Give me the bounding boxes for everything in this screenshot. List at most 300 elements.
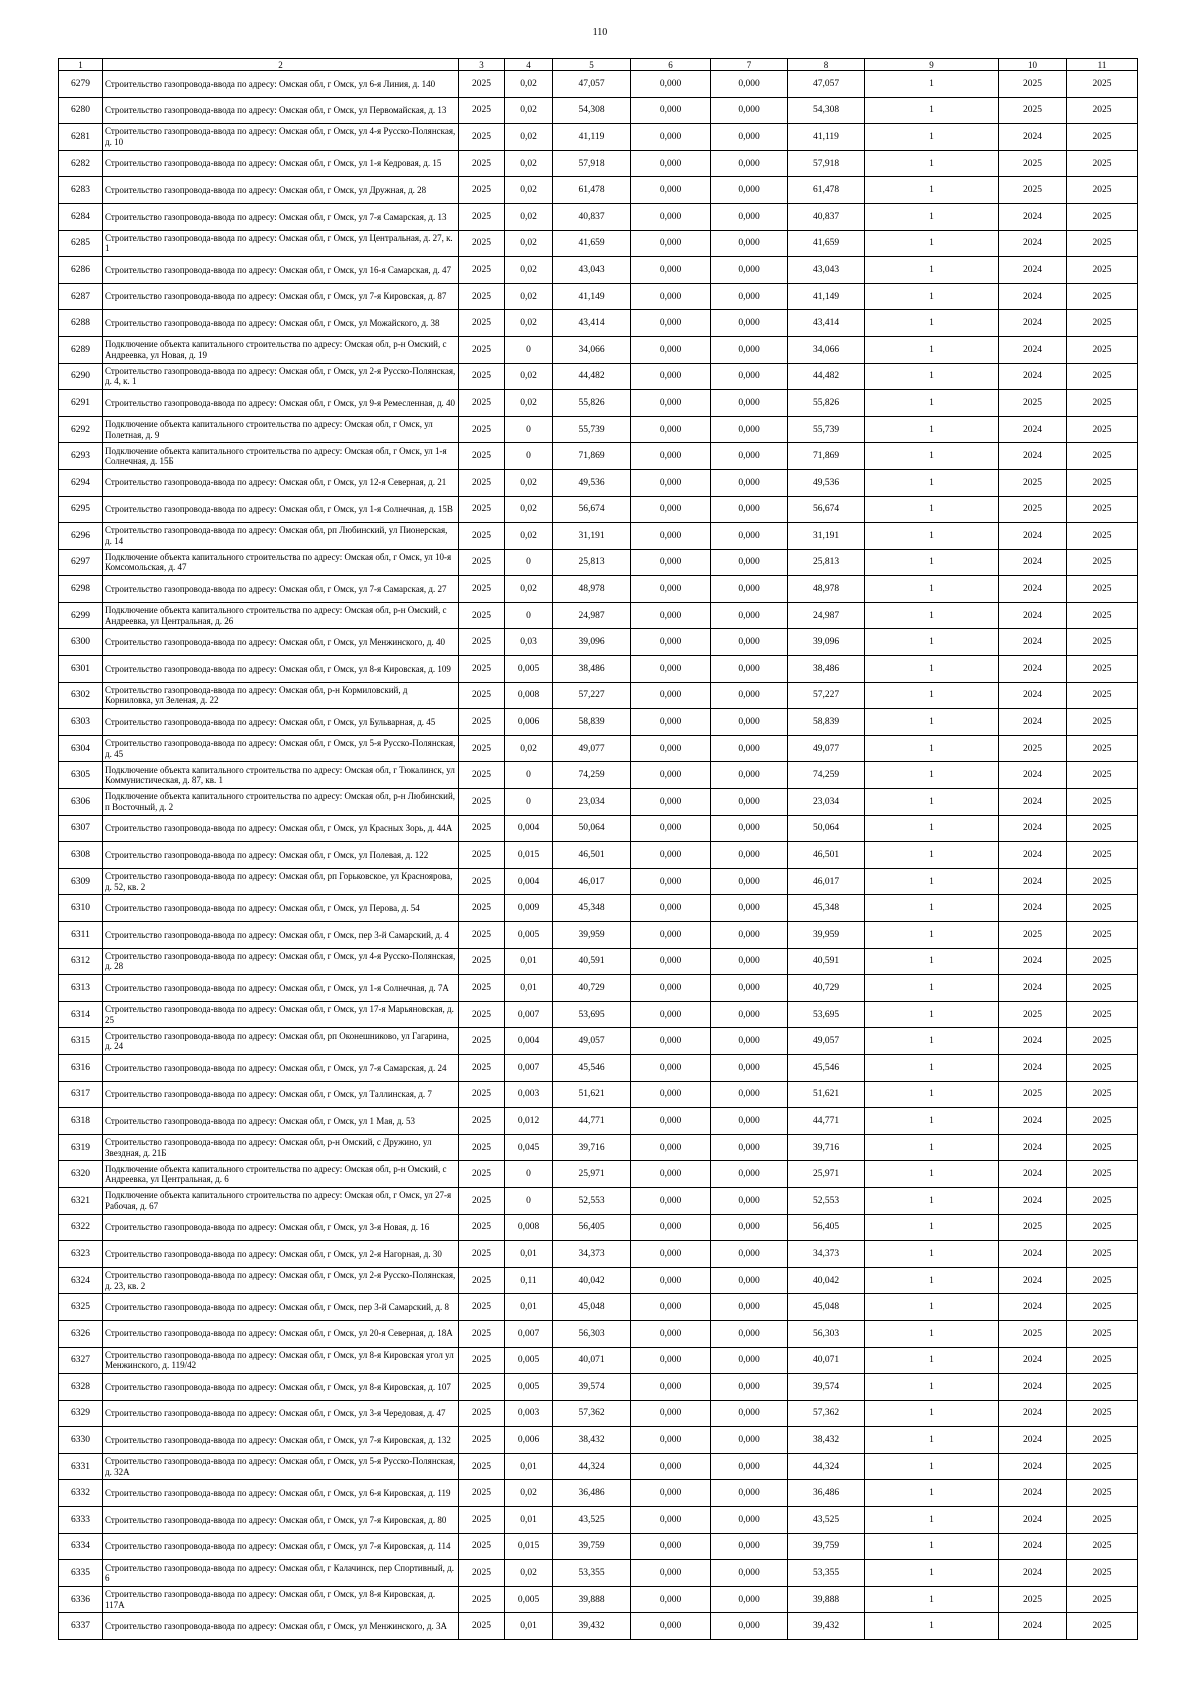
cell-cost-col8: 57,362 [788, 1400, 865, 1427]
cell-cost-col8: 41,149 [788, 283, 865, 310]
cell-cost-col7: 0,000 [711, 1613, 788, 1640]
cell-year-start: 2025 [459, 842, 505, 869]
table-row [59, 230, 1138, 257]
cell-cost-col6: 0,000 [631, 549, 711, 576]
cell-cost-col7: 0,000 [711, 789, 788, 816]
cell-year-col10: 2025 [999, 922, 1067, 949]
cell-count: 1 [865, 1134, 999, 1161]
cell-length-km: 0,012 [505, 1108, 553, 1135]
cell-count: 1 [865, 789, 999, 816]
cell-cost-col8: 57,918 [788, 150, 865, 177]
column-header-11: 11 [1067, 59, 1138, 71]
cell-year-start: 2025 [459, 1267, 505, 1294]
cell-count: 1 [865, 735, 999, 762]
cell-count: 1 [865, 656, 999, 683]
table-row [59, 762, 1138, 789]
cell-description: Строительство газопровода-ввода по адресу: Омская обл, г Омск, ул Полевая, д. 122 [103, 842, 459, 869]
table-row [59, 1586, 1138, 1613]
cell-length-km: 0 [505, 416, 553, 443]
cell-year-start: 2025 [459, 789, 505, 816]
cell-row-number: 6279 [59, 71, 103, 98]
cell-cost-col8: 23,034 [788, 789, 865, 816]
cell-year-col10: 2024 [999, 576, 1067, 603]
table-row [59, 1187, 1138, 1214]
cell-cost-col6: 0,000 [631, 815, 711, 842]
cell-year-start: 2025 [459, 656, 505, 683]
cell-length-km: 0,015 [505, 842, 553, 869]
table-row [59, 1001, 1138, 1028]
cell-cost-col7: 0,000 [711, 1480, 788, 1507]
table-row [59, 975, 1138, 1002]
table-row [59, 496, 1138, 523]
cell-length-km: 0 [505, 789, 553, 816]
cell-cost-col8: 46,501 [788, 842, 865, 869]
table-row [59, 363, 1138, 390]
cell-length-km: 0,003 [505, 1400, 553, 1427]
cell-row-number: 6307 [59, 815, 103, 842]
cell-year-col11: 2025 [1067, 310, 1138, 337]
cell-year-start: 2025 [459, 124, 505, 151]
cell-year-col11: 2025 [1067, 390, 1138, 417]
cell-year-start: 2025 [459, 310, 505, 337]
cell-year-col10: 2024 [999, 230, 1067, 257]
cell-cost-total: 46,501 [553, 842, 631, 869]
cell-cost-col8: 39,716 [788, 1134, 865, 1161]
cell-year-start: 2025 [459, 762, 505, 789]
cell-row-number: 6321 [59, 1187, 103, 1214]
cell-year-col11: 2025 [1067, 1161, 1138, 1188]
cell-cost-col7: 0,000 [711, 1054, 788, 1081]
cell-year-col10: 2024 [999, 283, 1067, 310]
cell-length-km: 0,02 [505, 257, 553, 284]
cell-cost-col6: 0,000 [631, 1054, 711, 1081]
cell-cost-total: 24,987 [553, 602, 631, 629]
cell-year-start: 2025 [459, 177, 505, 204]
cell-cost-total: 55,826 [553, 390, 631, 417]
cell-cost-total: 49,077 [553, 735, 631, 762]
cell-length-km: 0,02 [505, 1480, 553, 1507]
column-header-1: 1 [59, 59, 103, 71]
cell-cost-col8: 43,414 [788, 310, 865, 337]
cell-cost-col6: 0,000 [631, 1480, 711, 1507]
cell-cost-total: 57,362 [553, 1400, 631, 1427]
cell-row-number: 6326 [59, 1320, 103, 1347]
cell-year-col11: 2025 [1067, 283, 1138, 310]
cell-length-km: 0,01 [505, 1453, 553, 1480]
cell-cost-total: 34,066 [553, 336, 631, 363]
cell-description: Строительство газопровода-ввода по адресу: Омская обл, г Омск, ул 7-я Самарская, д. 24 [103, 1054, 459, 1081]
table-row [59, 1267, 1138, 1294]
cell-cost-col7: 0,000 [711, 523, 788, 550]
table-row [59, 336, 1138, 363]
table-row [59, 1427, 1138, 1454]
cell-year-col11: 2025 [1067, 1028, 1138, 1055]
cell-cost-col6: 0,000 [631, 602, 711, 629]
cell-year-start: 2025 [459, 257, 505, 284]
cell-cost-col8: 39,759 [788, 1533, 865, 1560]
cell-year-start: 2025 [459, 1241, 505, 1268]
cell-cost-col8: 25,813 [788, 549, 865, 576]
cell-cost-total: 56,674 [553, 496, 631, 523]
cell-cost-col6: 0,000 [631, 1400, 711, 1427]
cell-year-col11: 2025 [1067, 1427, 1138, 1454]
cell-year-col10: 2024 [999, 257, 1067, 284]
cell-year-col10: 2024 [999, 975, 1067, 1002]
cell-year-col10: 2024 [999, 1347, 1067, 1374]
cell-length-km: 0,007 [505, 1001, 553, 1028]
cell-count: 1 [865, 257, 999, 284]
cell-cost-total: 45,048 [553, 1294, 631, 1321]
cell-row-number: 6316 [59, 1054, 103, 1081]
cell-row-number: 6283 [59, 177, 103, 204]
cell-cost-col8: 39,888 [788, 1586, 865, 1613]
cell-cost-col8: 39,574 [788, 1374, 865, 1401]
column-header-6: 6 [631, 59, 711, 71]
cell-description: Строительство газопровода-ввода по адресу: Омская обл, г Омск, ул 9-я Ремесленная, д. 40 [103, 390, 459, 417]
cell-cost-col6: 0,000 [631, 1241, 711, 1268]
cell-cost-total: 40,729 [553, 975, 631, 1002]
cell-year-start: 2025 [459, 283, 505, 310]
cell-cost-col8: 45,348 [788, 895, 865, 922]
cell-length-km: 0,005 [505, 656, 553, 683]
cell-year-col11: 2025 [1067, 1081, 1138, 1108]
cell-count: 1 [865, 602, 999, 629]
table-row [59, 1613, 1138, 1640]
cell-row-number: 6282 [59, 150, 103, 177]
cell-count: 1 [865, 1241, 999, 1268]
cell-length-km: 0,007 [505, 1054, 553, 1081]
cell-year-col11: 2025 [1067, 469, 1138, 496]
cell-count: 1 [865, 71, 999, 98]
cell-row-number: 6317 [59, 1081, 103, 1108]
cell-length-km: 0 [505, 1187, 553, 1214]
cell-cost-col6: 0,000 [631, 257, 711, 284]
cell-description: Подключение объекта капитального строительства по адресу: Омская обл, г Омск, ул 27-я Рабочая, д. 67 [103, 1187, 459, 1214]
cell-year-col10: 2024 [999, 1108, 1067, 1135]
cell-year-col10: 2024 [999, 1294, 1067, 1321]
cell-length-km: 0,006 [505, 1427, 553, 1454]
cell-cost-col6: 0,000 [631, 443, 711, 470]
cell-cost-col7: 0,000 [711, 1241, 788, 1268]
cell-cost-col6: 0,000 [631, 1613, 711, 1640]
cell-cost-col8: 46,017 [788, 868, 865, 895]
cell-description: Подключение объекта капитального строительства по адресу: Омская обл, р-н Омский, с Андреевка, ул Центральная, д. 6 [103, 1161, 459, 1188]
cell-year-start: 2025 [459, 895, 505, 922]
cell-count: 1 [865, 1081, 999, 1108]
table-row [59, 1028, 1138, 1055]
cell-year-col10: 2025 [999, 71, 1067, 98]
cell-year-col10: 2025 [999, 735, 1067, 762]
cell-cost-col7: 0,000 [711, 1214, 788, 1241]
cell-year-col11: 2025 [1067, 443, 1138, 470]
cell-cost-total: 38,486 [553, 656, 631, 683]
cell-year-col10: 2024 [999, 310, 1067, 337]
cell-row-number: 6290 [59, 363, 103, 390]
cell-year-col11: 2025 [1067, 1108, 1138, 1135]
cell-cost-col8: 51,621 [788, 1081, 865, 1108]
cell-year-col10: 2024 [999, 1054, 1067, 1081]
column-header-7: 7 [711, 59, 788, 71]
cell-row-number: 6315 [59, 1028, 103, 1055]
cell-row-number: 6288 [59, 310, 103, 337]
cell-cost-col7: 0,000 [711, 97, 788, 124]
cell-description: Строительство газопровода-ввода по адресу: Омская обл, р-н Омский, с Дружино, ул Звездная, д. 21Б [103, 1134, 459, 1161]
cell-count: 1 [865, 1560, 999, 1587]
cell-row-number: 6296 [59, 523, 103, 550]
cell-count: 1 [865, 1586, 999, 1613]
cell-count: 1 [865, 1187, 999, 1214]
cell-count: 1 [865, 336, 999, 363]
cell-year-col10: 2024 [999, 1480, 1067, 1507]
cell-year-col10: 2024 [999, 1533, 1067, 1560]
cell-length-km: 0,008 [505, 682, 553, 709]
cell-description: Строительство газопровода-ввода по адресу: Омская обл, г Омск, ул 6-я Кировская, д. 119 [103, 1480, 459, 1507]
table-row [59, 523, 1138, 550]
column-header-10: 10 [999, 59, 1067, 71]
cell-cost-col8: 40,591 [788, 948, 865, 975]
cell-length-km: 0,02 [505, 576, 553, 603]
column-header-3: 3 [459, 59, 505, 71]
cell-description: Строительство газопровода-ввода по адресу: Омская обл, г Омск, ул 8-я Кировская угол ул Менжинского, д. 119/42 [103, 1347, 459, 1374]
table-body [59, 71, 1138, 1640]
cell-length-km: 0,02 [505, 177, 553, 204]
cell-year-start: 2025 [459, 1400, 505, 1427]
cell-count: 1 [865, 1347, 999, 1374]
cell-length-km: 0,015 [505, 1533, 553, 1560]
cell-cost-col6: 0,000 [631, 975, 711, 1002]
cell-cost-col6: 0,000 [631, 1214, 711, 1241]
cell-length-km: 0,02 [505, 469, 553, 496]
cell-count: 1 [865, 443, 999, 470]
cell-cost-total: 55,739 [553, 416, 631, 443]
cell-year-start: 2025 [459, 363, 505, 390]
cell-cost-col8: 24,987 [788, 602, 865, 629]
cell-row-number: 6334 [59, 1533, 103, 1560]
table-row [59, 948, 1138, 975]
cell-description: Строительство газопровода-ввода по адресу: Омская обл, г Омск, ул 1-я Солнечная, д. 7А [103, 975, 459, 1002]
cell-length-km: 0,02 [505, 150, 553, 177]
cell-cost-col7: 0,000 [711, 177, 788, 204]
table-row [59, 416, 1138, 443]
cell-row-number: 6280 [59, 97, 103, 124]
cell-year-col11: 2025 [1067, 1533, 1138, 1560]
cell-description: Строительство газопровода-ввода по адресу: Омская обл, г Омск, ул 1-я Кедровая, д. 15 [103, 150, 459, 177]
page-number: 110 [592, 27, 608, 38]
cell-cost-col6: 0,000 [631, 922, 711, 949]
table-row [59, 1347, 1138, 1374]
cell-row-number: 6337 [59, 1613, 103, 1640]
cell-cost-col6: 0,000 [631, 1267, 711, 1294]
table-row [59, 1507, 1138, 1534]
cell-year-col10: 2024 [999, 416, 1067, 443]
cell-cost-col6: 0,000 [631, 1028, 711, 1055]
cell-cost-total: 39,432 [553, 1613, 631, 1640]
cell-cost-total: 40,071 [553, 1347, 631, 1374]
table-row [59, 815, 1138, 842]
cell-cost-total: 43,414 [553, 310, 631, 337]
cell-description: Строительство газопровода-ввода по адресу: Омская обл, г Омск, ул Перова, д. 54 [103, 895, 459, 922]
cell-cost-col7: 0,000 [711, 1507, 788, 1534]
cell-year-col10: 2024 [999, 336, 1067, 363]
cell-row-number: 6301 [59, 656, 103, 683]
cell-year-col10: 2024 [999, 203, 1067, 230]
cell-cost-col7: 0,000 [711, 203, 788, 230]
cell-cost-col7: 0,000 [711, 1134, 788, 1161]
cell-cost-col8: 44,482 [788, 363, 865, 390]
cell-year-col11: 2025 [1067, 416, 1138, 443]
cell-count: 1 [865, 363, 999, 390]
cell-cost-col7: 0,000 [711, 1028, 788, 1055]
table-row [59, 124, 1138, 151]
cell-year-start: 2025 [459, 709, 505, 736]
cell-length-km: 0,01 [505, 1241, 553, 1268]
column-header-4: 4 [505, 59, 553, 71]
cell-length-km: 0,02 [505, 363, 553, 390]
cell-count: 1 [865, 762, 999, 789]
cell-cost-col8: 74,259 [788, 762, 865, 789]
cell-cost-col6: 0,000 [631, 1507, 711, 1534]
cell-year-col11: 2025 [1067, 602, 1138, 629]
cell-cost-col6: 0,000 [631, 390, 711, 417]
cell-cost-col7: 0,000 [711, 390, 788, 417]
cell-cost-total: 56,405 [553, 1214, 631, 1241]
table-row [59, 1108, 1138, 1135]
cell-cost-col8: 54,308 [788, 97, 865, 124]
cell-count: 1 [865, 709, 999, 736]
cell-cost-col6: 0,000 [631, 762, 711, 789]
cell-cost-total: 40,591 [553, 948, 631, 975]
cell-year-start: 2025 [459, 71, 505, 98]
cell-row-number: 6313 [59, 975, 103, 1002]
cell-row-number: 6318 [59, 1108, 103, 1135]
cell-row-number: 6300 [59, 629, 103, 656]
cell-cost-col8: 40,042 [788, 1267, 865, 1294]
table-row [59, 177, 1138, 204]
cell-year-start: 2025 [459, 1586, 505, 1613]
cell-cost-col6: 0,000 [631, 124, 711, 151]
cell-cost-total: 25,971 [553, 1161, 631, 1188]
cell-description: Подключение объекта капитального строительства по адресу: Омская обл, р-н Любинский, п Восточный, д. 2 [103, 789, 459, 816]
cell-length-km: 0 [505, 443, 553, 470]
cell-year-col10: 2024 [999, 1161, 1067, 1188]
cell-length-km: 0,006 [505, 709, 553, 736]
cell-count: 1 [865, 203, 999, 230]
cell-cost-col8: 36,486 [788, 1480, 865, 1507]
cell-year-col11: 2025 [1067, 150, 1138, 177]
cell-length-km: 0,01 [505, 1613, 553, 1640]
table-row [59, 1453, 1138, 1480]
table-row [59, 709, 1138, 736]
cell-length-km: 0,02 [505, 283, 553, 310]
cell-year-start: 2025 [459, 1613, 505, 1640]
cell-length-km: 0,01 [505, 975, 553, 1002]
cell-description: Строительство газопровода-ввода по адресу: Омская обл, г Омск, ул 7-я Самарская, д. 13 [103, 203, 459, 230]
cell-length-km: 0,02 [505, 523, 553, 550]
cell-year-start: 2025 [459, 390, 505, 417]
cell-count: 1 [865, 523, 999, 550]
cell-year-start: 2025 [459, 1001, 505, 1028]
cell-row-number: 6286 [59, 257, 103, 284]
cell-cost-total: 54,308 [553, 97, 631, 124]
cell-year-col10: 2024 [999, 124, 1067, 151]
cell-year-start: 2025 [459, 150, 505, 177]
cell-year-col10: 2024 [999, 1427, 1067, 1454]
cell-cost-total: 39,759 [553, 1533, 631, 1560]
cell-cost-total: 46,017 [553, 868, 631, 895]
cell-year-col11: 2025 [1067, 895, 1138, 922]
cell-count: 1 [865, 416, 999, 443]
table-row [59, 71, 1138, 98]
cell-length-km: 0,005 [505, 922, 553, 949]
cell-year-col10: 2024 [999, 868, 1067, 895]
cell-row-number: 6324 [59, 1267, 103, 1294]
cell-year-col11: 2025 [1067, 735, 1138, 762]
cell-year-col11: 2025 [1067, 762, 1138, 789]
cell-description: Строительство газопровода-ввода по адресу: Омская обл, г Омск, пер 3-й Самарский, д. 4 [103, 922, 459, 949]
cell-cost-col6: 0,000 [631, 868, 711, 895]
cell-cost-total: 43,525 [553, 1507, 631, 1534]
cell-cost-col7: 0,000 [711, 1533, 788, 1560]
cell-cost-total: 34,373 [553, 1241, 631, 1268]
cell-description: Строительство газопровода-ввода по адресу: Омская обл, г Омск, ул 4-я Русско-Полянская, д. 28 [103, 948, 459, 975]
cell-year-col10: 2025 [999, 496, 1067, 523]
cell-year-col11: 2025 [1067, 576, 1138, 603]
cell-cost-total: 40,837 [553, 203, 631, 230]
cell-cost-col6: 0,000 [631, 1001, 711, 1028]
cell-length-km: 0 [505, 602, 553, 629]
cell-length-km: 0 [505, 762, 553, 789]
cell-year-col11: 2025 [1067, 363, 1138, 390]
cell-cost-col6: 0,000 [631, 656, 711, 683]
table-row [59, 283, 1138, 310]
table-row [59, 629, 1138, 656]
cell-count: 1 [865, 310, 999, 337]
cell-cost-total: 41,659 [553, 230, 631, 257]
cell-year-col10: 2025 [999, 150, 1067, 177]
cell-year-col11: 2025 [1067, 1586, 1138, 1613]
cell-cost-total: 31,191 [553, 523, 631, 550]
cell-cost-col6: 0,000 [631, 735, 711, 762]
cell-year-col11: 2025 [1067, 230, 1138, 257]
cell-year-start: 2025 [459, 230, 505, 257]
cell-count: 1 [865, 1214, 999, 1241]
cell-description: Строительство газопровода-ввода по адресу: Омская обл, г Омск, ул 7-я Кировская, д. 114 [103, 1533, 459, 1560]
table-row [59, 1241, 1138, 1268]
cell-description: Строительство газопровода-ввода по адресу: Омская обл, г Омск, ул 8-я Кировская, д. 109 [103, 656, 459, 683]
cell-description: Строительство газопровода-ввода по адресу: Омская обл, г Омск, ул 7-я Самарская, д. 27 [103, 576, 459, 603]
cell-cost-col7: 0,000 [711, 895, 788, 922]
cell-year-col11: 2025 [1067, 842, 1138, 869]
cell-year-col11: 2025 [1067, 336, 1138, 363]
cell-year-start: 2025 [459, 1108, 505, 1135]
cell-year-col11: 2025 [1067, 124, 1138, 151]
table-row [59, 1161, 1138, 1188]
table-row [59, 390, 1138, 417]
cell-year-start: 2025 [459, 948, 505, 975]
cell-year-col11: 2025 [1067, 1054, 1138, 1081]
cell-count: 1 [865, 124, 999, 151]
cell-cost-col7: 0,000 [711, 1427, 788, 1454]
cell-year-col11: 2025 [1067, 1480, 1138, 1507]
table-row [59, 257, 1138, 284]
cell-description: Строительство газопровода-ввода по адресу: Омская обл, г Омск, ул 3-я Новая, д. 16 [103, 1214, 459, 1241]
cell-year-col11: 2025 [1067, 1241, 1138, 1268]
table-row [59, 602, 1138, 629]
cell-count: 1 [865, 629, 999, 656]
cell-length-km: 0,009 [505, 895, 553, 922]
cell-description: Строительство газопровода-ввода по адресу: Омская обл, г Омск, ул 12-я Северная, д. 21 [103, 469, 459, 496]
cell-year-start: 2025 [459, 1028, 505, 1055]
